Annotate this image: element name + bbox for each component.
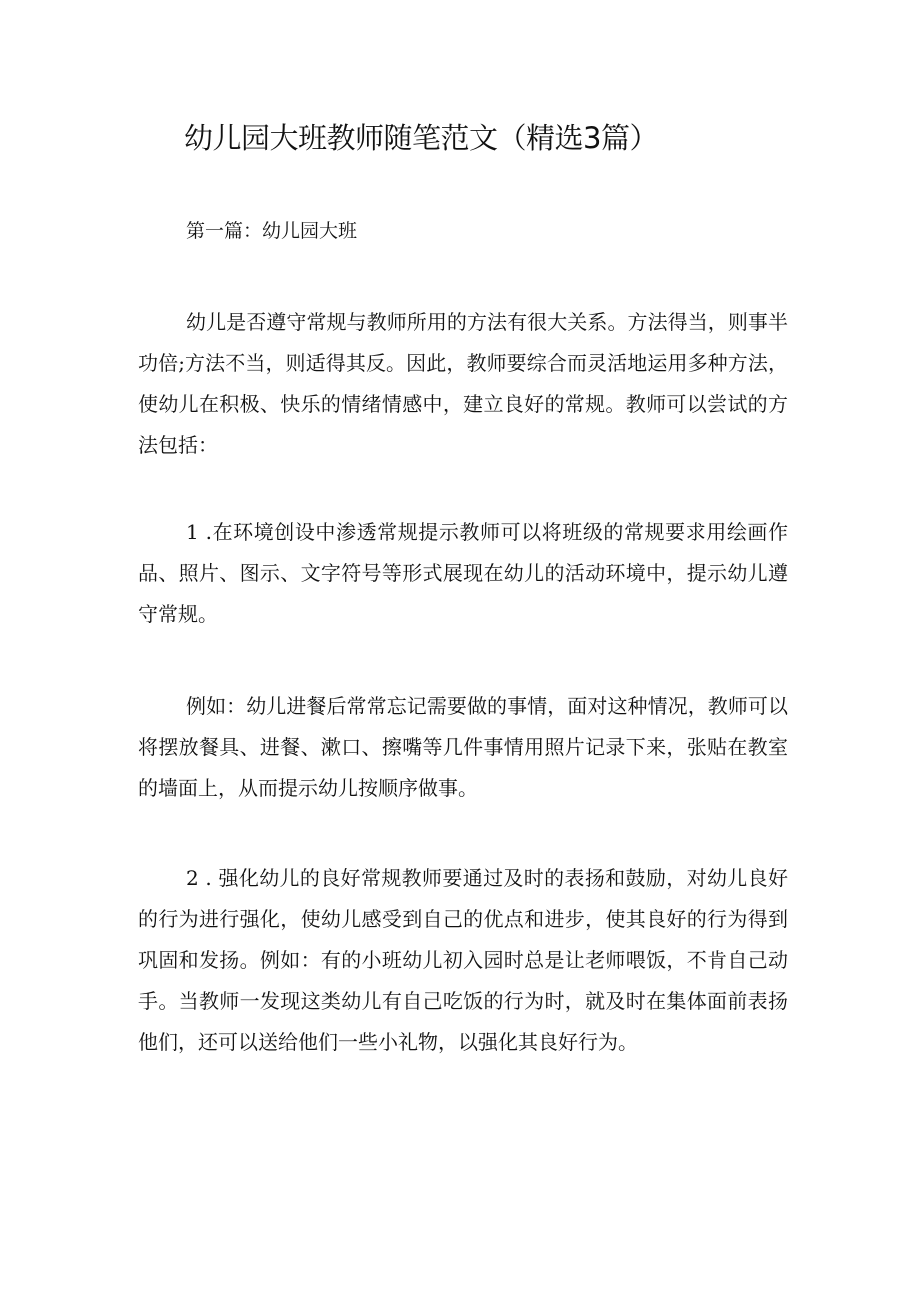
intro-paragraph: 幼儿是否遵守常规与教师所用的方法有很大关系。方法得当，则事半功倍;方法不当，则适得其反。因此，教师要综合而灵活地运用多种方法，使幼儿在积极、快乐的情绪情感中，建立良好的常规。教师可以尝试的方法包括： — [138, 310, 788, 457]
method-1-paragraph: 1 .在环境创设中渗透常规提示教师可以将班级的常规要求用绘画作品、照片、图示、文字符号等形式展现在幼儿的活动环境中，提示幼儿遵守常规。 — [138, 520, 788, 626]
section-heading: 第一篇：幼儿园大班 — [186, 220, 358, 242]
method-2-paragraph: 2 . 强化幼儿的良好常规教师要通过及时的表扬和鼓励，对幼儿良好的行为进行强化，使幼儿感受到自己的优点和进步，使其良好的行为得到巩固和发扬。例如：有的小班幼儿初入园时总是让老师喂饭，不肯自己动手。当教师一发现这类幼儿有自己吃饭的行为时，就及时在集体面前表扬他们，还可以送给他们一些小礼物，以强化其良好行为。 — [138, 866, 788, 1054]
document-title: 幼儿园大班教师随笔范文（精选3篇） — [184, 121, 658, 155]
example-paragraph: 例如：幼儿进餐后常常忘记需要做的事情，面对这种情况，教师可以将摆放餐具、进餐、漱口、擦嘴等几件事情用照片记录下来，张贴在教室的墙面上，从而提示幼儿按顺序做事。 — [138, 694, 788, 800]
